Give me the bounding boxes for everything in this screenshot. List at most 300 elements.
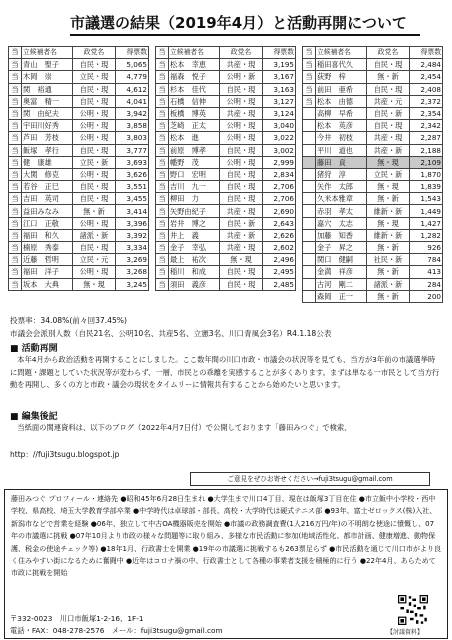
cell-name: 赤羽 孝太 bbox=[316, 205, 367, 217]
cell-rank: 当 bbox=[9, 156, 22, 168]
cell-party: 公明・現 bbox=[73, 266, 116, 278]
cell-party: 共産・新 bbox=[367, 144, 410, 156]
cell-party: 共産・現 bbox=[367, 132, 410, 144]
cell-name: 松本 英彦 bbox=[316, 120, 367, 132]
table-row bbox=[303, 156, 443, 168]
cell-name: 井上 義 bbox=[169, 229, 220, 241]
cell-name: 木岡 崇 bbox=[22, 71, 73, 83]
cell-name: 福田 洋子 bbox=[22, 266, 73, 278]
table-row bbox=[303, 205, 443, 217]
cell-name: 加藤 知香 bbox=[316, 229, 367, 241]
cell-rank: 当 bbox=[9, 181, 22, 193]
cell-party: 公明・新 bbox=[220, 71, 263, 83]
cell-rank bbox=[303, 290, 316, 302]
cell-votes: 200 bbox=[410, 290, 443, 302]
table-row bbox=[156, 278, 296, 290]
cell-party: 諸派・新 bbox=[367, 278, 410, 290]
cell-party: 無・新 bbox=[367, 266, 410, 278]
cell-name: 若谷 正巳 bbox=[22, 181, 73, 193]
cell-name: 森岡 正一 bbox=[316, 290, 367, 302]
cell-name: 矢作 太郎 bbox=[316, 181, 367, 193]
cell-votes: 1,449 bbox=[410, 205, 443, 217]
cell-votes: 2,188 bbox=[410, 144, 443, 156]
table-row bbox=[9, 217, 149, 229]
table-row bbox=[156, 254, 296, 266]
cell-votes: 3,163 bbox=[263, 83, 296, 95]
cell-rank bbox=[303, 156, 316, 168]
cell-rank: 当 bbox=[303, 71, 316, 83]
cell-rank bbox=[303, 266, 316, 278]
table-row bbox=[303, 120, 443, 132]
cell-rank: 当 bbox=[9, 120, 22, 132]
cell-name: 関 裕通 bbox=[22, 83, 73, 95]
cell-party: 共産・元 bbox=[367, 95, 410, 107]
cell-rank: 当 bbox=[156, 83, 169, 95]
cell-party: 立民・現 bbox=[73, 71, 116, 83]
cell-name: 大関 修克 bbox=[22, 168, 73, 180]
cell-votes: 2,690 bbox=[263, 205, 296, 217]
header-rank: 当 bbox=[9, 47, 22, 59]
cell-party: 立民・新 bbox=[73, 156, 116, 168]
table-row bbox=[156, 83, 296, 95]
page-title: 市議選の結果（2019年4月）と活動再開について bbox=[70, 14, 407, 32]
cell-party: 公明・現 bbox=[73, 107, 116, 119]
cell-party: 公明・現 bbox=[73, 168, 116, 180]
header-name: 立候補者名 bbox=[169, 47, 220, 59]
cell-votes: 2,408 bbox=[410, 83, 443, 95]
cell-name: 嘉穴 太志 bbox=[316, 217, 367, 229]
cell-party: 無・現 bbox=[367, 181, 410, 193]
cell-votes: 3,245 bbox=[116, 278, 149, 290]
cell-party: 自民・現 bbox=[73, 242, 116, 254]
cell-party: 維新・新 bbox=[367, 229, 410, 241]
address: 〒332-0023 川口市飯塚1-2-16、1F-1 bbox=[10, 614, 144, 623]
cell-party: 無・新 bbox=[367, 193, 410, 205]
cell-party: 諸派・新 bbox=[73, 229, 116, 241]
table-row bbox=[9, 71, 149, 83]
cell-party: 立民・元 bbox=[73, 254, 116, 266]
cell-name: 高柳 早希 bbox=[316, 107, 367, 119]
cell-rank bbox=[303, 168, 316, 180]
cell-votes: 3,167 bbox=[263, 71, 296, 83]
cell-party: 無・新 bbox=[73, 205, 116, 217]
table-row bbox=[303, 193, 443, 205]
section-activity-title: ■ 活動再開 bbox=[10, 344, 58, 354]
cell-votes: 1,543 bbox=[410, 193, 443, 205]
cell-rank: 当 bbox=[9, 144, 22, 156]
cell-votes: 2,354 bbox=[410, 107, 443, 119]
table-row bbox=[156, 242, 296, 254]
header-name: 立候補者名 bbox=[22, 47, 73, 59]
cell-votes: 3,195 bbox=[263, 59, 296, 71]
cell-name: 関口 健嗣 bbox=[316, 254, 367, 266]
cell-party: 社民・新 bbox=[367, 254, 410, 266]
profile-text: 藤田みつぐ プロフィール・連絡先 ●昭和45年6月28日生まれ ●大学生まで川口4丁目、現在は飯塚3丁目在住 ●市立飯中小学校・西中学校、県高校、埼玉大学教育学部卒業 ●中学時代は卓球部・部長、高校・大学時代は硬式テニス部 ●93年、富士ゼロックス(株)入社、新潟市などで営業を経験 ●06年、独立して中古OA機器販売を開始 ●市議の政務調査費(1人216万円/年)の不明朗な使途に憤慨し、07年の市議選に挑戦 ●07年10月より市政の様々な問題等に取り組み、多様な市民活動に参加(地域活性化、都市計画、健康増進、動物保護、税金の使途チェック等) ●18年1月、行政書士を開業 ●19年の市議選に挑戦するも263票足らず ●市民活動を通じて川口市がより良く住みやすい街になるために奮闘中 ●近年はコロナ禍の中、行政書士として各種の事業者支援を積極的に行う ●22年4月、あらためて市政に挑戦を開始 bbox=[11, 494, 442, 578]
cell-name: 松本 進 bbox=[169, 132, 220, 144]
contact: 電話・FAX：048-278-2576 メール：fuji3tsugu@gmail.com bbox=[10, 626, 223, 635]
cell-name: 福田 和久 bbox=[22, 229, 73, 241]
cell-votes: 3,551 bbox=[116, 181, 149, 193]
cell-votes: 2,602 bbox=[263, 242, 296, 254]
table-row bbox=[9, 156, 149, 168]
cell-votes: 2,626 bbox=[263, 229, 296, 241]
header-party: 政党名 bbox=[367, 47, 410, 59]
table-row bbox=[9, 83, 149, 95]
cell-party: 自民・現 bbox=[367, 59, 410, 71]
cell-name: 関 由紀夫 bbox=[22, 107, 73, 119]
cell-rank: 当 bbox=[9, 229, 22, 241]
cell-votes: 2,372 bbox=[410, 95, 443, 107]
table-row bbox=[303, 144, 443, 156]
cell-party: 自民・現 bbox=[220, 278, 263, 290]
table-row bbox=[156, 168, 296, 180]
cell-rank: 当 bbox=[9, 193, 22, 205]
cell-votes: 2,109 bbox=[410, 156, 443, 168]
section-editorial-title: ■ 編集後記 bbox=[10, 412, 58, 422]
cell-party: 自民・現 bbox=[367, 83, 410, 95]
cell-votes: 3,040 bbox=[263, 120, 296, 132]
cell-name: 柳田 力 bbox=[169, 193, 220, 205]
cell-name: 奥富 精一 bbox=[22, 95, 73, 107]
cell-rank: 当 bbox=[156, 156, 169, 168]
header-rank: 当 bbox=[303, 47, 316, 59]
cell-votes: 2,706 bbox=[263, 181, 296, 193]
qr-label: 【討議資料】 bbox=[387, 629, 424, 636]
header-party: 政党名 bbox=[220, 47, 263, 59]
cell-party: 共産・現 bbox=[220, 242, 263, 254]
cell-name: 前田 亜希 bbox=[316, 83, 367, 95]
cell-name: 幡野 茂 bbox=[169, 156, 220, 168]
cell-name: 金満 祥彦 bbox=[316, 266, 367, 278]
header-votes: 得票数 bbox=[263, 47, 296, 59]
cell-votes: 413 bbox=[410, 266, 443, 278]
cell-party: 無・現 bbox=[367, 217, 410, 229]
cell-name: 荻野 梓 bbox=[316, 71, 367, 83]
cell-party: 自民・新 bbox=[220, 217, 263, 229]
cell-name: 宇田川好秀 bbox=[22, 120, 73, 132]
cell-name: 芦田 芳枝 bbox=[22, 132, 73, 144]
cell-party: 自民・現 bbox=[73, 95, 116, 107]
results-table-3 bbox=[302, 46, 443, 303]
cell-name: 金子 幸弘 bbox=[169, 242, 220, 254]
cell-rank: 当 bbox=[9, 168, 22, 180]
cell-votes: 3,626 bbox=[116, 168, 149, 180]
cell-name: 稲田喜代久 bbox=[316, 59, 367, 71]
cell-party: 無・新 bbox=[367, 71, 410, 83]
cell-rank: 当 bbox=[156, 266, 169, 278]
table-row bbox=[303, 132, 443, 144]
cell-name: 坂本 大典 bbox=[22, 278, 73, 290]
table-row bbox=[303, 242, 443, 254]
cell-rank: 当 bbox=[9, 217, 22, 229]
table-row bbox=[303, 107, 443, 119]
cell-rank bbox=[303, 278, 316, 290]
table-row bbox=[9, 266, 149, 278]
cell-party: 無・現 bbox=[367, 156, 410, 168]
table-row bbox=[9, 193, 149, 205]
cell-votes: 3,858 bbox=[116, 120, 149, 132]
cell-name: 吉田 英司 bbox=[22, 193, 73, 205]
cell-party: 公明・現 bbox=[73, 132, 116, 144]
qr-code-icon[interactable] bbox=[398, 595, 428, 625]
cell-name: 久米本雅章 bbox=[316, 193, 367, 205]
cell-rank: 当 bbox=[156, 71, 169, 83]
cell-name: 江口 正敬 bbox=[22, 217, 73, 229]
cell-rank: 当 bbox=[9, 107, 22, 119]
cell-votes: 2,643 bbox=[263, 217, 296, 229]
table-row bbox=[156, 156, 296, 168]
cell-rank: 当 bbox=[156, 107, 169, 119]
cell-name: 近藤 哲明 bbox=[22, 254, 73, 266]
cell-rank: 当 bbox=[156, 278, 169, 290]
cell-party: 自民・現 bbox=[73, 181, 116, 193]
cell-name: 飯塚 孝行 bbox=[22, 144, 73, 156]
cell-rank: 当 bbox=[9, 242, 22, 254]
cell-rank bbox=[303, 144, 316, 156]
cell-party: 公明・現 bbox=[73, 217, 116, 229]
cell-name: 金子 昇之 bbox=[316, 242, 367, 254]
cell-votes: 4,612 bbox=[116, 83, 149, 95]
cell-party: 自民・現 bbox=[73, 59, 116, 71]
table-row bbox=[303, 95, 443, 107]
cell-name: 平川 道也 bbox=[316, 144, 367, 156]
table-row bbox=[303, 290, 443, 302]
cell-rank: 当 bbox=[156, 59, 169, 71]
cell-votes: 284 bbox=[410, 278, 443, 290]
cell-votes: 2,485 bbox=[263, 278, 296, 290]
cell-party: 無・現 bbox=[73, 278, 116, 290]
cell-name: 芝崎 正太 bbox=[169, 120, 220, 132]
cell-name: 猪狩 淳 bbox=[316, 168, 367, 180]
cell-rank: 当 bbox=[156, 217, 169, 229]
table-row bbox=[156, 229, 296, 241]
cell-party: 共産・新 bbox=[220, 229, 263, 241]
cell-votes: 2,999 bbox=[263, 156, 296, 168]
cell-rank: 当 bbox=[303, 83, 316, 95]
table-row bbox=[303, 59, 443, 71]
cell-rank: 当 bbox=[156, 120, 169, 132]
header-votes: 得票数 bbox=[410, 47, 443, 59]
table-row bbox=[303, 229, 443, 241]
cell-votes: 2,454 bbox=[410, 71, 443, 83]
cell-rank bbox=[303, 254, 316, 266]
table-header-row bbox=[9, 47, 149, 59]
cell-name: 吉川 九一 bbox=[169, 181, 220, 193]
table-row bbox=[303, 83, 443, 95]
table-row bbox=[156, 205, 296, 217]
cell-name: 福森 悦子 bbox=[169, 71, 220, 83]
cell-rank: 当 bbox=[9, 71, 22, 83]
cell-name: 古河 剛二 bbox=[316, 278, 367, 290]
cell-rank: 当 bbox=[156, 242, 169, 254]
table-row bbox=[303, 181, 443, 193]
cell-party: 公明・現 bbox=[220, 120, 263, 132]
cell-name: 青山 聖子 bbox=[22, 59, 73, 71]
table-row bbox=[9, 254, 149, 266]
cell-rank: 当 bbox=[156, 168, 169, 180]
cell-votes: 3,392 bbox=[116, 229, 149, 241]
cell-votes: 2,484 bbox=[410, 59, 443, 71]
cell-party: 自民・現 bbox=[73, 193, 116, 205]
table-row bbox=[9, 59, 149, 71]
turnout-text: 投票率：34.08%(前々回37.45%) bbox=[10, 316, 127, 325]
cell-votes: 3,455 bbox=[116, 193, 149, 205]
table-row bbox=[9, 168, 149, 180]
cell-party: 自民・現 bbox=[220, 168, 263, 180]
cell-votes: 3,127 bbox=[263, 95, 296, 107]
cell-name: 楠原 秀泰 bbox=[22, 242, 73, 254]
cell-name: 岩井 博之 bbox=[169, 217, 220, 229]
cell-votes: 1,870 bbox=[410, 168, 443, 180]
cell-name: 益田みなみ bbox=[22, 205, 73, 217]
cell-rank: 当 bbox=[156, 181, 169, 193]
header-votes: 得票数 bbox=[116, 47, 149, 59]
cell-rank bbox=[303, 132, 316, 144]
table-row bbox=[303, 168, 443, 180]
cell-votes: 3,414 bbox=[116, 205, 149, 217]
cell-votes: 2,834 bbox=[263, 168, 296, 180]
results-table-2 bbox=[155, 46, 296, 291]
table-row bbox=[156, 107, 296, 119]
table-row bbox=[9, 132, 149, 144]
title-underline bbox=[70, 34, 420, 36]
section-editorial-body: 当紙面の関連資料は、以下のブログ（2022年4月7日付）で公開しております「藤田みつぐ」で検索、 bbox=[17, 423, 352, 432]
blog-url[interactable]: http：//fuji3tsugu.blogspot.jp bbox=[10, 450, 120, 459]
cell-rank: 当 bbox=[9, 278, 22, 290]
cell-votes: 926 bbox=[410, 242, 443, 254]
cell-name: 板橋 博英 bbox=[169, 107, 220, 119]
table-row bbox=[303, 217, 443, 229]
cell-name: 松本 幸恵 bbox=[169, 59, 220, 71]
cell-party: 共産・現 bbox=[220, 107, 263, 119]
results-table-1 bbox=[8, 46, 149, 291]
table-row bbox=[156, 59, 296, 71]
cell-votes: 2,495 bbox=[263, 266, 296, 278]
cell-rank: 当 bbox=[9, 266, 22, 278]
cell-party: 自民・現 bbox=[220, 193, 263, 205]
cell-name: 今井 初枝 bbox=[316, 132, 367, 144]
cell-party: 共産・現 bbox=[220, 205, 263, 217]
table-row bbox=[9, 242, 149, 254]
table-row bbox=[156, 71, 296, 83]
cell-name: 最上 祐次 bbox=[169, 254, 220, 266]
table-row bbox=[156, 217, 296, 229]
cell-rank: 当 bbox=[303, 59, 316, 71]
cell-name: 松本 由德 bbox=[316, 95, 367, 107]
cell-party: 無・現 bbox=[220, 254, 263, 266]
cell-name: 矢野由紀子 bbox=[169, 205, 220, 217]
cell-votes: 5,065 bbox=[116, 59, 149, 71]
cell-rank bbox=[303, 217, 316, 229]
cell-rank bbox=[303, 193, 316, 205]
cell-rank bbox=[303, 181, 316, 193]
table-row bbox=[303, 266, 443, 278]
table-row bbox=[9, 181, 149, 193]
cell-party: 自民・新 bbox=[367, 107, 410, 119]
email-box: ご意見をぜひお寄せください→fuji3tsugu@gmail.com bbox=[190, 472, 430, 486]
cell-name: 石橋 信伸 bbox=[169, 95, 220, 107]
cell-votes: 3,396 bbox=[116, 217, 149, 229]
cell-party: 公明・現 bbox=[73, 120, 116, 132]
cell-votes: 1,839 bbox=[410, 181, 443, 193]
cell-party: 共産・現 bbox=[220, 59, 263, 71]
table-row bbox=[9, 278, 149, 290]
cell-name: 前原 博孝 bbox=[169, 144, 220, 156]
cell-rank: 当 bbox=[9, 83, 22, 95]
header-party: 政党名 bbox=[73, 47, 116, 59]
cell-rank: 当 bbox=[156, 144, 169, 156]
cell-party: 立民・新 bbox=[367, 168, 410, 180]
cell-party: 公明・現 bbox=[220, 95, 263, 107]
cell-party: 自民・現 bbox=[367, 120, 410, 132]
cell-name: 藤田 貢 bbox=[316, 156, 367, 168]
cell-votes: 2,342 bbox=[410, 120, 443, 132]
cell-rank bbox=[303, 120, 316, 132]
cell-votes: 3,334 bbox=[116, 242, 149, 254]
cell-rank: 当 bbox=[9, 254, 22, 266]
table-header-row bbox=[156, 47, 296, 59]
cell-rank bbox=[303, 205, 316, 217]
cell-rank bbox=[303, 107, 316, 119]
cell-votes: 3,002 bbox=[263, 144, 296, 156]
cell-rank: 当 bbox=[9, 95, 22, 107]
cell-party: 維新・新 bbox=[367, 205, 410, 217]
cell-votes: 3,269 bbox=[116, 254, 149, 266]
cell-votes: 3,942 bbox=[116, 107, 149, 119]
table-row bbox=[9, 205, 149, 217]
cell-party: 無・新 bbox=[367, 242, 410, 254]
table-row bbox=[156, 266, 296, 278]
cell-party: 自民・現 bbox=[220, 144, 263, 156]
cell-rank: 当 bbox=[303, 95, 316, 107]
table-row bbox=[9, 107, 149, 119]
cell-rank: 当 bbox=[156, 132, 169, 144]
cell-votes: 3,803 bbox=[116, 132, 149, 144]
cell-rank: 当 bbox=[156, 95, 169, 107]
cell-party: 自民・現 bbox=[73, 83, 116, 95]
cell-party: 自民・現 bbox=[220, 181, 263, 193]
cell-name: 須田 義彦 bbox=[169, 278, 220, 290]
table-row bbox=[156, 95, 296, 107]
cell-name: 野口 宏明 bbox=[169, 168, 220, 180]
cell-votes: 2,287 bbox=[410, 132, 443, 144]
cell-votes: 1,427 bbox=[410, 217, 443, 229]
cell-votes: 3,268 bbox=[116, 266, 149, 278]
table-row bbox=[156, 132, 296, 144]
cell-votes: 2,496 bbox=[263, 254, 296, 266]
header-name: 立候補者名 bbox=[316, 47, 367, 59]
cell-rank bbox=[303, 229, 316, 241]
cell-votes: 3,777 bbox=[116, 144, 149, 156]
table-row bbox=[303, 254, 443, 266]
table-row bbox=[303, 278, 443, 290]
table-row bbox=[9, 144, 149, 156]
cell-name: 杉本 佳代 bbox=[169, 83, 220, 95]
section-activity-body: 本年4月から政治活動を再開することにしました。ここ数年間の川口市政・市議会の状況等を見ても、当方が3年前の市議選挙時に問題・課題としていた状況等が変わらず、一層、市民との乖離を実感することが多くあります。まずは単なる一市民として当方行動を再開し、多くの方と市政・議会の現状をタイムリーに情報共有することから始めたいと思います。 bbox=[10, 355, 440, 389]
cell-party: 自民・現 bbox=[220, 266, 263, 278]
cell-votes: 4,779 bbox=[116, 71, 149, 83]
table-row bbox=[156, 120, 296, 132]
cell-party: 自民・現 bbox=[220, 83, 263, 95]
cell-rank: 当 bbox=[9, 205, 22, 217]
table-row bbox=[303, 71, 443, 83]
cell-rank: 当 bbox=[9, 132, 22, 144]
cell-rank: 当 bbox=[156, 193, 169, 205]
cell-votes: 3,693 bbox=[116, 156, 149, 168]
table-row bbox=[9, 95, 149, 107]
table-row bbox=[9, 120, 149, 132]
table-header-row bbox=[303, 47, 443, 59]
